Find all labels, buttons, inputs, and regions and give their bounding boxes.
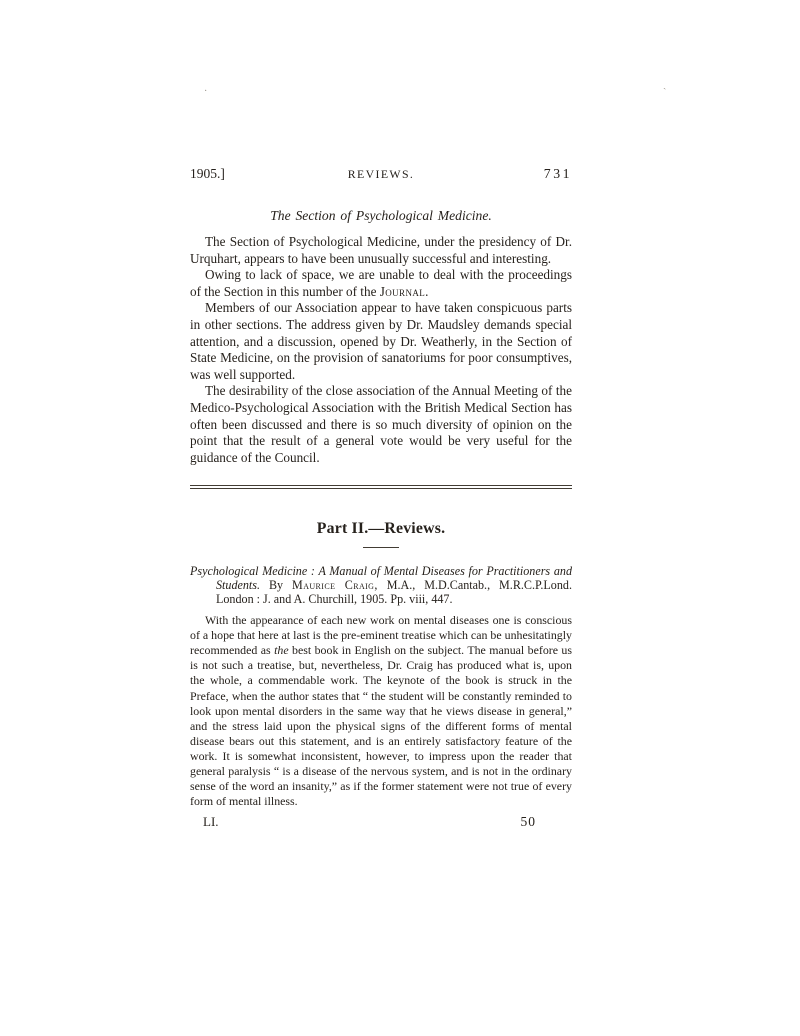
section-title: The Section of Psychological Medicine. (270, 208, 492, 223)
review-paragraph: With the appearance of each new work on mental diseases one is conscious of a hope that here at last is the pre-eminent treatise which can be unhesitatingly recommended as the best book in English on the subject. The manual before us is not such a treatise, but, nevertheless, Dr. Craig has produced what is, upon the whole, a commendable work. The keynote of the book is struck in the Preface, when the author states that “ the student will be constantly reminded to look upon mental disorders in the same way that he views disease in general,” and the stress laid upon the physical signs of the different forms of mental disease bears out this statement, and is an entirely satisfactory feature of the work. It is somewhat inconsistent, however, to impress upon the reader that general paralysis “ is a disease of the nervous system, and is not in the ordinary sense of the word an insanity,” as if the former statement were not true of every form of mental illness. (190, 613, 572, 809)
page-footer (190, 814, 572, 830)
header-year: 1905.] (190, 166, 225, 181)
footer-sheet-number: 50 (520, 814, 536, 830)
running-head (190, 166, 572, 182)
section-paragraph-3: Members of our Association appear to have taken conspicuous parts in other sections. The address given by Dr. Maudsley demands special attention, and a discussion, opened by Dr. Weatherly, in the Section of State Medicine, on the provision of sanatoriums for poor consumptives, was well supported. (190, 300, 572, 382)
header-running-title: REVIEWS. (347, 167, 415, 181)
footer-volume-mark: LI. (203, 814, 219, 830)
section-divider-rule (190, 485, 572, 489)
book-citation: Psychological Medicine : A Manual of Mental Diseases for Practitioners and Students. By Maurice Craig, M.A., M.D.Cantab., M.R.C.P.Lond. London : J. and A. Churchill, 1905. Pp. viii, 447. (190, 564, 572, 606)
scan-artifact: ˏ (663, 79, 667, 90)
part-heading: Part II.—Reviews. (316, 520, 446, 538)
section-paragraph-2: Owing to lack of space, we are unable to deal with the proceedings of the Section in this number of the Journal. (190, 267, 572, 299)
header-page-number: 731 (543, 166, 572, 181)
scan-artifact: · (204, 86, 208, 97)
heading-underline-rule (363, 547, 399, 548)
section-paragraph-4: The desirability of the close association of the Annual Meeting of the Medico-Psychological Association with the British Medical Section has often been discussed and there is so much diversity of opinion on the point that the result of a general vote would be very useful for the guidance of the Council. (190, 383, 572, 465)
page-text-column (190, 166, 572, 830)
section-paragraph-1: The Section of Psychological Medicine, under the presidency of Dr. Urquhart, appears to have been unusually successful and interesting. (190, 234, 572, 266)
